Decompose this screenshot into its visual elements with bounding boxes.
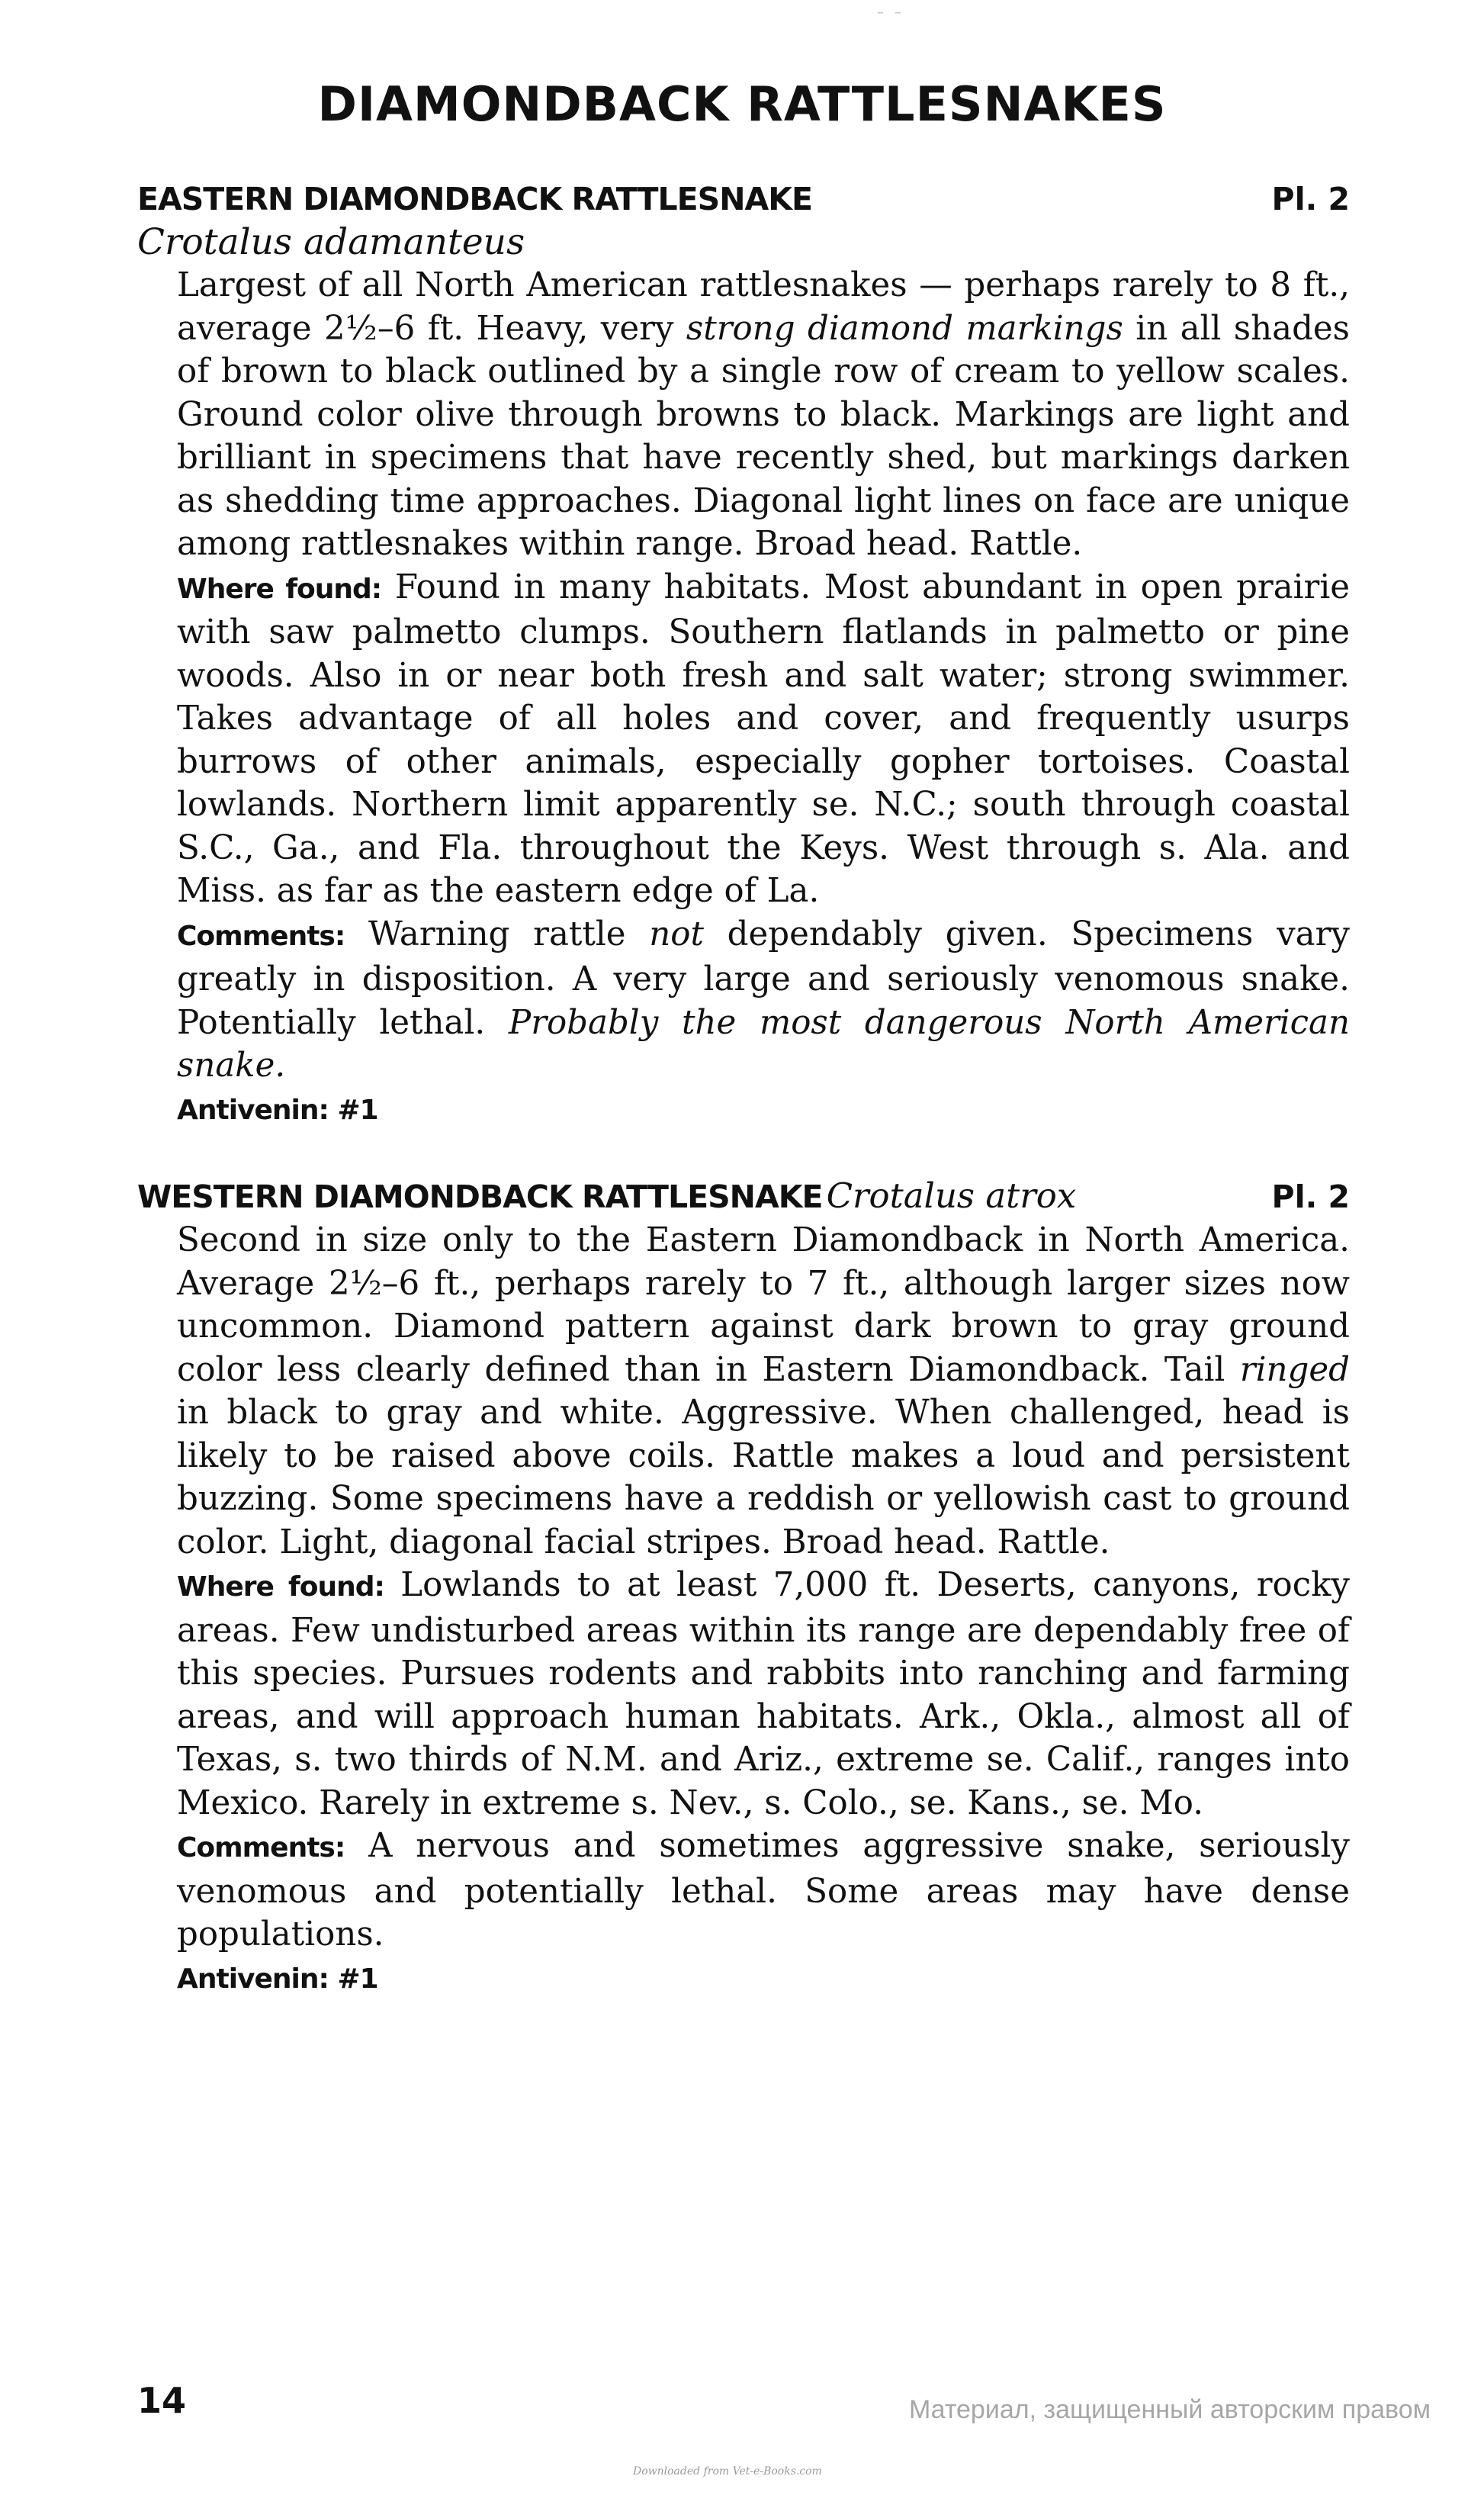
species-entry-western	[137, 1175, 1350, 2002]
species-name: EASTERN DIAMONDBACK RATTLESNAKE	[137, 181, 813, 217]
description-emphasis: strong diamond markings	[686, 309, 1123, 348]
comments-paragraph	[177, 1825, 1350, 1957]
species-entry-eastern	[137, 177, 1350, 1134]
species-heading-line	[137, 1175, 1350, 1219]
comments-label: Comments:	[177, 1832, 345, 1863]
species-body	[177, 1219, 1350, 1957]
comments-emphasis: Probably the most dangerous North American snake.	[177, 1003, 1350, 1085]
antivenin-line: Antivenin: #1	[177, 1094, 378, 1126]
where-found-paragraph	[177, 1564, 1350, 1825]
download-note: Downloaded from Vet-e-Books.com	[633, 2465, 822, 2478]
description-text: in black to gray and white. Aggressive. When challenged, head is likely to be raised above coils. Rattle makes a loud and persistent buzzing. Some specimens have a reddish or yellowish cast to ground color. Light, diagonal facial stripes. Broad head. Rattle.	[177, 1394, 1350, 1561]
plate-reference: Pl. 2	[1271, 1179, 1350, 1215]
comments-text: A nervous and sometimes aggressive snake, seriously venomous and potentially lethal. Some areas may have dense populations.	[177, 1827, 1350, 1954]
page-title: DIAMONDBACK RATTLESNAKES	[317, 76, 1167, 132]
where-found-label: Where found:	[177, 1571, 384, 1603]
description-text: in all shades of brown to black outlined by a single row of cream to yellow scales. Ground color olive through browns to black. Markings are light and brilliant in specimens that have recently shed, but markings darken as shedding time approaches. Diagonal light lines on face are unique among rattlesnakes within range. Broad head. Rattle.	[177, 309, 1350, 563]
description-emphasis: ringed	[1239, 1350, 1350, 1389]
description-paragraph	[177, 264, 1350, 566]
species-name: WESTERN DIAMONDBACK RATTLESNAKE	[137, 1179, 823, 1215]
species-body	[177, 264, 1350, 1088]
description-text: Largest of all North American rattlesnakes — perhaps rarely to 8 ft., average 2½–6 ft. Heavy, very	[177, 266, 1350, 348]
comments-paragraph	[177, 913, 1350, 1088]
where-found-text: Lowlands to at least 7,000 ft. Deserts, canyons, rocky areas. Few undisturbed areas within its range are dependably free of this species. Pursues rodents and rabbits into ranching and farming areas, and will approach human habitats. Ark., Okla., almost all of Texas, s. two thirds of N.M. and Ariz., extreme se. Calif., ranges into Mexico. Rarely in extreme s. Nev., s. Colo., se. Kans., se. Mo.	[177, 1566, 1351, 1822]
comments-text: Warning rattle	[345, 915, 650, 953]
comments-label: Comments:	[177, 920, 345, 952]
where-found-paragraph	[177, 566, 1350, 913]
species-latin-name: Crotalus atrox	[826, 1175, 1077, 1216]
where-found-label: Where found:	[177, 573, 382, 605]
top-marks: – –	[877, 5, 904, 21]
copyright-watermark: Материал, защищенный авторским правом	[908, 2395, 1431, 2424]
comments-emphasis: not	[649, 915, 704, 953]
where-found-text: Found in many habitats. Most abundant in open prairie with saw palmetto clumps. Southern flatlands in palmetto or pine woods. Also in or near both fresh and salt water; strong swimmer. Takes advantage of all holes and cover, and frequently usurps burrows of other animals, especially gopher tortoises. Coastal lowlands. Northern limit apparently se. N.C.; south through coastal S.C., Ga., and Fla. throughout the Keys. West through s. Ala. and Miss. as far as the eastern edge of La.	[177, 568, 1351, 910]
comments-text: dependably given. Specimens vary greatly in disposition. A very large and seriously venomous snake. Potentially lethal.	[177, 915, 1350, 1042]
antivenin-line: Antivenin: #1	[177, 1963, 378, 1995]
species-latin-name: Crotalus adamanteus	[137, 221, 525, 263]
page-number: 14	[137, 2380, 187, 2421]
description-paragraph	[177, 1219, 1350, 1564]
species-heading-line	[137, 177, 1350, 221]
description-text: Second in size only to the Eastern Diamondback in North America. Average 2½–6 ft., perhaps rarely to 7 ft., although larger sizes now uncommon. Diamond pattern against dark brown to gray ground color less clearly defined than in Eastern Diamondback. Tail	[177, 1221, 1350, 1389]
plate-reference: Pl. 2	[1271, 181, 1350, 217]
